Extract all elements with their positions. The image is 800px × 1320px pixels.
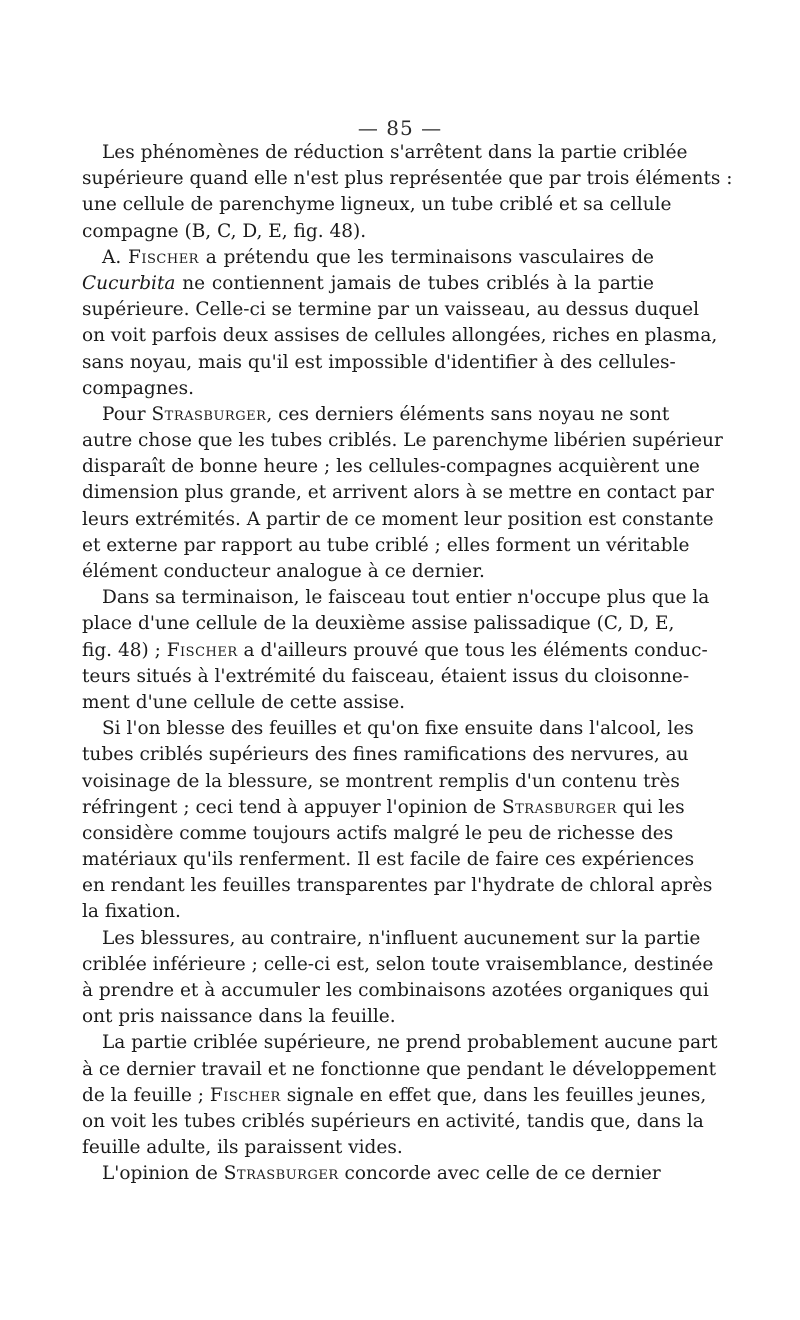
text-line: ont pris naissance dans la feuille. xyxy=(82,1006,396,1028)
text-line: supérieure quand elle n'est plus représentée que par trois éléments : xyxy=(82,168,733,190)
text-line: feuille adulte, ils paraissent vides. xyxy=(82,1137,403,1159)
text-line: on voit parfois deux assises de cellules allongées, riches en plasma, xyxy=(82,325,718,347)
text-line: sans noyau, mais qu'il est impossible d'identifier à des cellules- xyxy=(82,351,676,373)
text-line: une cellule de parenchyme ligneux, un tube criblé et sa cellule xyxy=(82,194,672,216)
text-line: à prendre et à accumuler les combinaisons azotées organiques qui xyxy=(82,980,709,1001)
text-line: compagnes. xyxy=(82,377,194,399)
text-line: ment d'une cellule de cette assise. xyxy=(82,691,406,713)
text-line: à ce dernier travail et ne fonctionne que pendant le développement xyxy=(82,1058,717,1080)
text-line: tubes criblés supérieurs des fines ramifications des nervures, au xyxy=(82,744,689,766)
text-line: place d'une cellule de la deuxième assise palissadique (C, D, E, xyxy=(82,613,675,635)
text-line: fig. 48) ; Fischer a d'ailleurs prouvé que tous les éléments conduc- xyxy=(82,639,708,661)
text-line: La partie criblée supérieure, ne prend probablement aucune part xyxy=(102,1032,718,1054)
text-line: L'opinion de Strasburger concorde avec celle de ce dernier xyxy=(102,1163,661,1185)
text-line: Dans sa terminaison, le faisceau tout entier n'occupe plus que la xyxy=(102,587,710,609)
text-line: considère comme toujours actifs malgré le peu de richesse des xyxy=(82,822,674,844)
text-line: compagne (B, C, D, E, fig. 48). xyxy=(82,220,367,242)
text-line: de la feuille ; Fischer signale en effet que, dans les feuilles jeunes, xyxy=(82,1084,707,1106)
text-line: réfringent ; ceci tend à appuyer l'opinion de Strasburger qui les xyxy=(82,796,685,818)
text-line: dimension plus grande, et arrivent alors à se mettre en contact par xyxy=(82,482,714,504)
text-line: Si l'on blesse des feuilles et qu'on fixe ensuite dans l'alcool, les xyxy=(102,718,694,740)
body-text xyxy=(82,140,733,1188)
text-line: autre chose que les tubes criblés. Le parenchyme libérien supérieur xyxy=(82,430,723,452)
text-line: la fixation. xyxy=(82,901,181,923)
page-number: — 85 — xyxy=(357,116,443,140)
text-line: leurs extrémités. A partir de ce moment leur position est constante xyxy=(82,508,714,530)
text-line: supérieure. Celle-ci se termine par un vaisseau, au dessus duquel xyxy=(82,299,700,321)
text-line: en rendant les feuilles transparentes par l'hydrate de chloral après xyxy=(82,875,713,897)
text-line: Pour Strasburger, ces derniers éléments sans noyau ne sont xyxy=(102,403,670,425)
text-line: Cucurbita ne contiennent jamais de tubes criblés à la partie xyxy=(82,272,654,294)
text-line: criblée inférieure ; celle-ci est, selon toute vraisemblance, destinée xyxy=(82,953,714,975)
text-line: matériaux qu'ils renferment. Il est facile de faire ces expériences xyxy=(82,849,695,871)
text-line: et externe par rapport au tube criblé ; elles forment un véritable xyxy=(82,534,690,556)
text-line: disparaît de bonne heure ; les cellules-compagnes acquièrent une xyxy=(82,456,700,478)
text-line: on voit les tubes criblés supérieurs en activité, tandis que, dans la xyxy=(82,1110,704,1132)
text-line: voisinage de la blessure, se montrent remplis d'un contenu très xyxy=(82,770,680,792)
text-line: Les blessures, au contraire, n'influent aucunement sur la partie xyxy=(102,927,701,949)
text-line: élément conducteur analogue à ce dernier. xyxy=(82,561,485,582)
text-line: A. Fischer a prétendu que les terminaisons vasculaires de xyxy=(102,246,654,268)
text-line: Les phénomènes de réduction s'arrêtent dans la partie criblée xyxy=(102,142,688,163)
text-line: teurs situés à l'extrémité du faisceau, étaient issus du cloisonne- xyxy=(82,665,690,687)
